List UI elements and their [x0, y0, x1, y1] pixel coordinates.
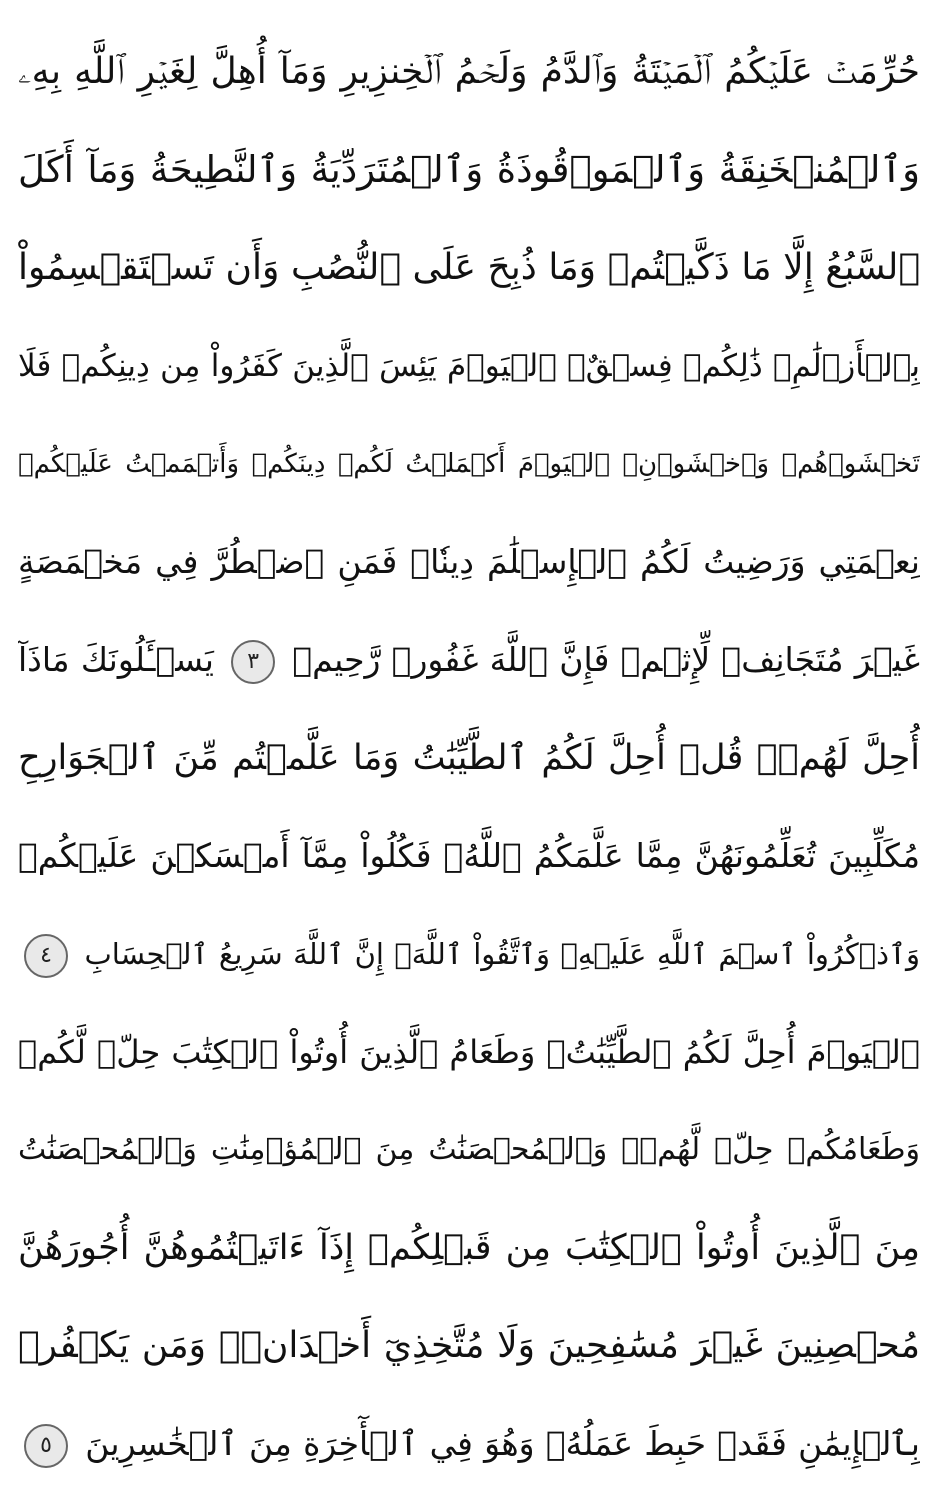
verse-text: تَخۡشَوۡهُمۡ وَٱخۡشَوۡنِۚ ٱلۡيَوۡمَ أَكۡمَلۡتُ لَكُمۡ دِينَكُمۡ وَأَتۡمَمۡتُ عَلَيۡكُمۡ [18, 449, 920, 479]
verse-line [18, 708, 920, 808]
ayah-number-marker: ٥ [24, 1424, 68, 1468]
verse-line [18, 512, 920, 612]
verse-text: أُحِلَّ لَهُمۡۖ قُلۡ أُحِلَّ لَكُمُ ٱلطَّيِّبَٰتُ وَمَا عَلَّمۡتُم مِّنَ ٱلۡجَوَارِحِ [18, 738, 920, 778]
verse-line [18, 218, 920, 318]
ayah-number-marker: ٣ [231, 640, 275, 684]
verse-text: ٱلۡيَوۡمَ أُحِلَّ لَكُمُ ٱلطَّيِّبَٰتُۖ وَطَعَامُ ٱلَّذِينَ أُوتُواْ ٱلۡكِتَٰبَ حِلّٞ لَّكُمۡ [18, 1033, 920, 1071]
verse-line [18, 610, 920, 710]
verse-text: يَسۡـَٔلُونَكَ مَاذَآ [18, 640, 214, 679]
verse-text: مُكَلِّبِينَ تُعَلِّمُونَهُنَّ مِمَّا عَلَّمَكُمُ ٱللَّهُۖ فَكُلُواْ مِمَّآ أَمۡسَكۡنَ عَلَيۡكُمۡ [18, 836, 920, 875]
verse-line [18, 316, 920, 416]
verse-text: وَٱذۡكُرُواْ ٱسۡمَ ٱللَّهِ عَلَيۡهِۖ وَٱتَّقُواْ ٱللَّهَۚ إِنَّ ٱللَّهَ سَرِيعُ ٱلۡحِسَابِ [84, 937, 920, 971]
verse-text: ٱلسَّبُعُ إِلَّا مَا ذَكَّيۡتُمۡ وَمَا ذُبِحَ عَلَى ٱلنُّصُبِ وَأَن تَسۡتَقۡسِمُواْ [18, 247, 920, 288]
verse-text: غَيۡرَ مُتَجَانِفٖ لِّإِثۡمٖ فَإِنَّ ٱللَّهَ غَفُورٞ رَّحِيمٞ [292, 640, 920, 679]
verse-line [18, 120, 920, 220]
verse-line [18, 1002, 920, 1102]
verse-text: وَطَعَامُكُمۡ حِلّٞ لَّهُمۡۖ وَٱلۡمُحۡصَنَٰتُ مِنَ ٱلۡمُؤۡمِنَٰتِ وَٱلۡمُحۡصَنَٰتُ [18, 1132, 920, 1167]
ayah-number-marker: ٤ [24, 934, 68, 978]
verse-line [18, 904, 920, 1004]
verse-line [18, 414, 920, 514]
verse-line [18, 1198, 920, 1298]
verse-text: وَٱلۡمُنۡخَنِقَةُ وَٱلۡمَوۡقُوذَةُ وَٱلۡمُتَرَدِّيَةُ وَٱلنَّطِيحَةُ وَمَآ أَكَلَ [18, 148, 920, 191]
verse-line [18, 1100, 920, 1200]
verse-text: مِنَ ٱلَّذِينَ أُوتُواْ ٱلۡكِتَٰبَ مِن قَبۡلِكُمۡ إِذَآ ءَاتَيۡتُمُوهُنَّ أُجُورَهُنَّ [18, 1228, 920, 1268]
verse-line [18, 1296, 920, 1396]
verse-text: بِٱلۡإِيمَٰنِ فَقَدۡ حَبِطَ عَمَلُهُۥ وَهُوَ فِي ٱلۡأٓخِرَةِ مِنَ ٱلۡخَٰسِرِينَ [85, 1424, 920, 1463]
verse-line [18, 1394, 920, 1494]
verse-text: بِٱلۡأَزۡلَٰمِۚ ذَٰلِكُمۡ فِسۡقٌۗ ٱلۡيَوۡمَ يَئِسَ ٱلَّذِينَ كَفَرُواْ مِن دِينِكُمۡ فَلَا [18, 348, 920, 384]
verse-text: نِعۡمَتِي وَرَضِيتُ لَكُمُ ٱلۡإِسۡلَٰمَ دِينٗاۚ فَمَنِ ٱضۡطُرَّ فِي مَخۡمَصَةٍ [18, 542, 920, 581]
verse-text: مُحۡصِنِينَ غَيۡرَ مُسَٰفِحِينَ وَلَا مُتَّخِذِيٓ أَخۡدَانٖۗ وَمَن يَكۡفُرۡ [18, 1325, 920, 1366]
verse-line [18, 22, 920, 122]
verse-text: حُرِّمَتۡ عَلَيۡكُمُ ٱلۡمَيۡتَةُ وَٱلدَّمُ وَلَحۡمُ ٱلۡخِنزِيرِ وَمَآ أُهِلَّ لِغَيۡرِ ٱللَّهِ بِهِۦ [18, 51, 920, 92]
verse-line [18, 806, 920, 906]
